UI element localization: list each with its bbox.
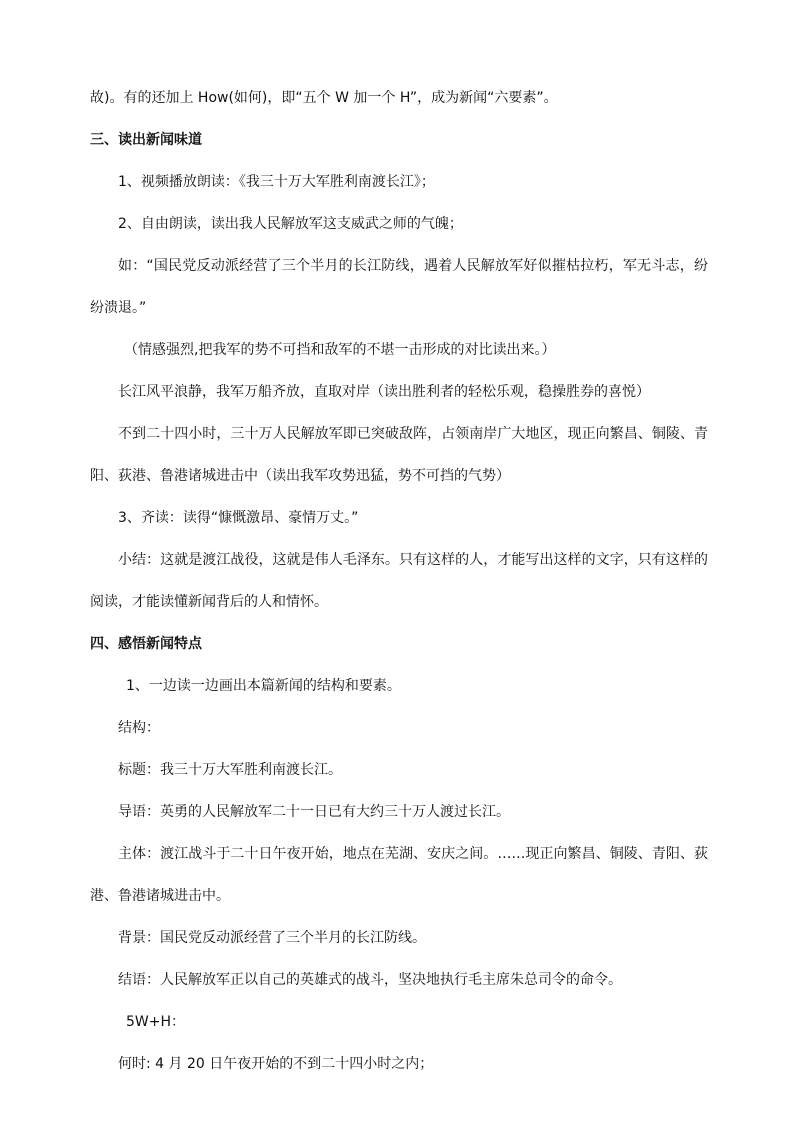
- paragraph-line: 结语：人民解放军正以自己的英雄式的战斗，坚决地执行毛主席朱总司令的命令。: [118, 972, 622, 988]
- paragraph-line: 标题：我三十万大军胜利南渡长江。: [118, 762, 342, 778]
- paragraph-line: 长江风平浪静，我军万船齐放，直取对岸（读出胜利者的轻松乐观，稳操胜券的喜悦）: [118, 384, 650, 400]
- paragraph-line: 阳、荻港、鲁港诸城进击中（读出我军攻势迅猛，势不可挡的气势）: [90, 468, 510, 484]
- paragraph-line: 2、自由朗读，读出我人民解放军这支威武之师的气魄；: [118, 216, 463, 232]
- paragraph-line: 5W+H：: [126, 1014, 186, 1030]
- paragraph-line: 1、一边读一边画出本篇新闻的结构和要素。: [126, 678, 401, 694]
- paragraph-line: 导语：英勇的人民解放军二十一日已有大约三十万人渡过长江。: [118, 804, 510, 820]
- paragraph-line: 主体：渡江战斗于二十日午夜开始，地点在芜湖、安庆之间。……现正向繁昌、铜陵、青阳、荻: [118, 846, 708, 862]
- paragraph-line: 阅读，才能读懂新闻背后的人和情怀。: [90, 594, 328, 610]
- paragraph-line: 港、鲁港诸城进击中。: [90, 888, 230, 904]
- paragraph-line: 结构：: [118, 720, 160, 736]
- paragraph-line: 1、视频播放朗读：《我三十万大军胜利南渡长江》；: [118, 174, 435, 190]
- section-heading: 三、读出新闻味道: [90, 132, 202, 148]
- paragraph-line: 何时: 4 月 20 日午夜开始的不到二十四小时之内；: [118, 1056, 434, 1072]
- paragraph-line: 不到二十四小时，三十万人民解放军即已突破敌阵，占领南岸广大地区，现正向繁昌、铜陵、青: [118, 426, 708, 442]
- paragraph-line: 纷溃退。”: [90, 300, 147, 316]
- paragraph-line: 故)。有的还加上 How(如何)，即“五个 W 加一个 H”，成为新闻“六要素”。: [90, 90, 558, 106]
- paragraph-line: 3、齐读：读得“慷慨激昂、豪情万丈。”: [118, 510, 359, 526]
- section-heading: 四、感悟新闻特点: [90, 636, 202, 652]
- paragraph-line: 如：“国民党反动派经营了三个半月的长江防线，遇着人民解放军好似摧枯拉朽，军无斗志，纷: [118, 258, 708, 274]
- paragraph-line: （情感强烈,把我军的势不可挡和敌军的不堪一击形成的对比读出来。）: [124, 342, 556, 358]
- paragraph-line: 小结：这就是渡江战役，这就是伟人毛泽东。只有这样的人，才能写出这样的文字，只有这样的: [118, 552, 708, 568]
- paragraph-line: 背景：国民党反动派经营了三个半月的长江防线。: [118, 930, 426, 946]
